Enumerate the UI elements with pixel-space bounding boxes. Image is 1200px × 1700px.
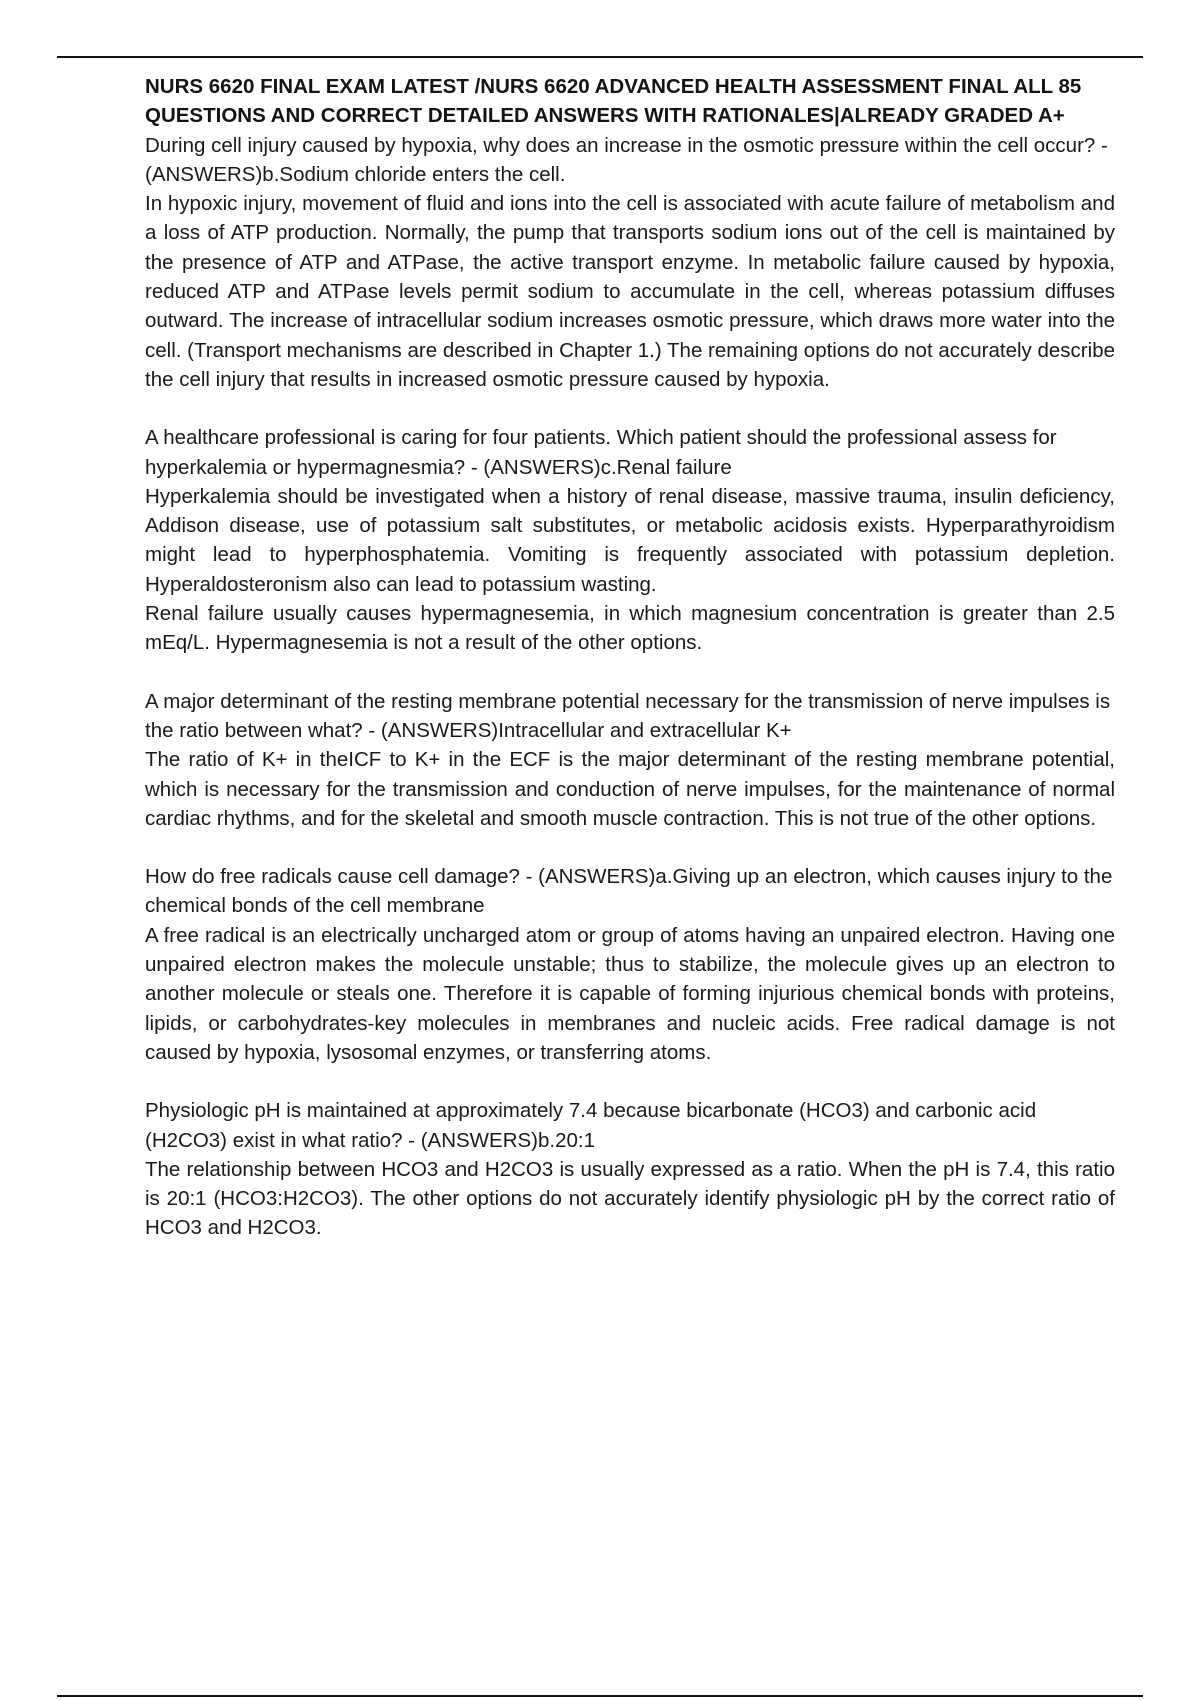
qa-block-4: [145, 862, 1115, 1067]
qa-block-5: [145, 1096, 1115, 1242]
rationale-3: The ratio of K+ in theICF to K+ in the ECF is the major determinant of the resting membrane potential, which is necessary for the transmission and conduction of nerve impulses, for the maintenance of normal cardiac rhythms, and for the skeletal and smooth muscle contraction. This is not true of the other options.: [145, 748, 1115, 830]
question-3: A major determinant of the resting membrane potential necessary for the transmission of nerve impulses is the ratio between what? - (ANSWERS)Intracellular and extracellular K+: [145, 689, 1111, 742]
question-2: A healthcare professional is caring for four patients. Which patient should the professional assess for hyperkalemia or hypermagnesmia? - (ANSWERS)c.Renal failure: [145, 426, 1057, 479]
rationale-5: The relationship between HCO3 and H2CO3 is usually expressed as a ratio. When the pH is 7.4, this ratio is 20:1 (HCO3:H2CO3). The other options do not accurately identify physiologic pH by the correct ratio of HCO3 and H2CO3.: [145, 1157, 1115, 1240]
document-body: [145, 72, 1115, 1272]
rationale-2a: Hyperkalemia should be investigated when a history of renal disease, massive trauma, insulin deficiency, Addison disease, use of potassium salt substitutes, or metabolic acidosis exists. Hyperparathyroidism might lead to hyperphosphatemia. Vomiting is frequently associated with potassium depletion. Hyperaldosteronism also can lead to potassium wasting.: [145, 484, 1115, 596]
qa-block-1: [145, 131, 1115, 395]
question-1: During cell injury caused by hypoxia, why does an increase in the osmotic pressure within the cell occur? - (ANSWERS)b.Sodium chloride enters the cell.: [145, 133, 1108, 186]
rationale-2b: Renal failure usually causes hypermagnesemia, in which magnesium concentration is greater than 2.5 mEq/L. Hypermagnesemia is not a result of the other options.: [145, 602, 1115, 655]
document-title: NURS 6620 FINAL EXAM LATEST /NURS 6620 ADVANCED HEALTH ASSESSMENT FINAL ALL 85 QUESTIONS AND CORRECT DETAILED ANSWERS WITH RATIONALES|ALREADY GRADED A+: [145, 75, 1082, 128]
qa-block-2: [145, 423, 1115, 657]
rationale-1: In hypoxic injury, movement of fluid and ions into the cell is associated with acute failure of metabolism and a loss of ATP production. Normally, the pump that transports sodium ions out of the cell is maintained by the presence of ATP and ATPase, the active transport enzyme. In metabolic failure caused by hypoxia, reduced ATP and ATPase levels permit sodium to accumulate in the cell, whereas potassium diffuses outward. The increase of intracellular sodium increases osmotic pressure, which draws more water into the cell. (Transport mechanisms are described in Chapter 1.) The remaining options do not accurately describe the cell injury that results in increased osmotic pressure caused by hypoxia.: [145, 192, 1115, 391]
question-4: How do free radicals cause cell damage? - (ANSWERS)a.Giving up an electron, which causes injury to the chemical bonds of the cell membrane: [145, 865, 1113, 918]
qa-block-3: [145, 687, 1115, 833]
top-rule: [57, 56, 1143, 58]
question-5: Physiologic pH is maintained at approximately 7.4 because bicarbonate (HCO3) and carbonic acid (H2CO3) exist in what ratio? - (ANSWERS)b.20:1: [145, 1099, 1037, 1152]
rationale-4: A free radical is an electrically uncharged atom or group of atoms having an unpaired electron. Having one unpaired electron makes the molecule unstable; thus to stabilize, the molecule gives up an electron to another molecule or steals one. Therefore it is capable of forming injurious chemical bonds with proteins, lipids, or carbohydrates-key molecules in membranes and nucleic acids. Free radical damage is not caused by hypoxia, lysosomal enzymes, or transferring atoms.: [145, 923, 1115, 1064]
bottom-rule: [57, 1695, 1143, 1697]
